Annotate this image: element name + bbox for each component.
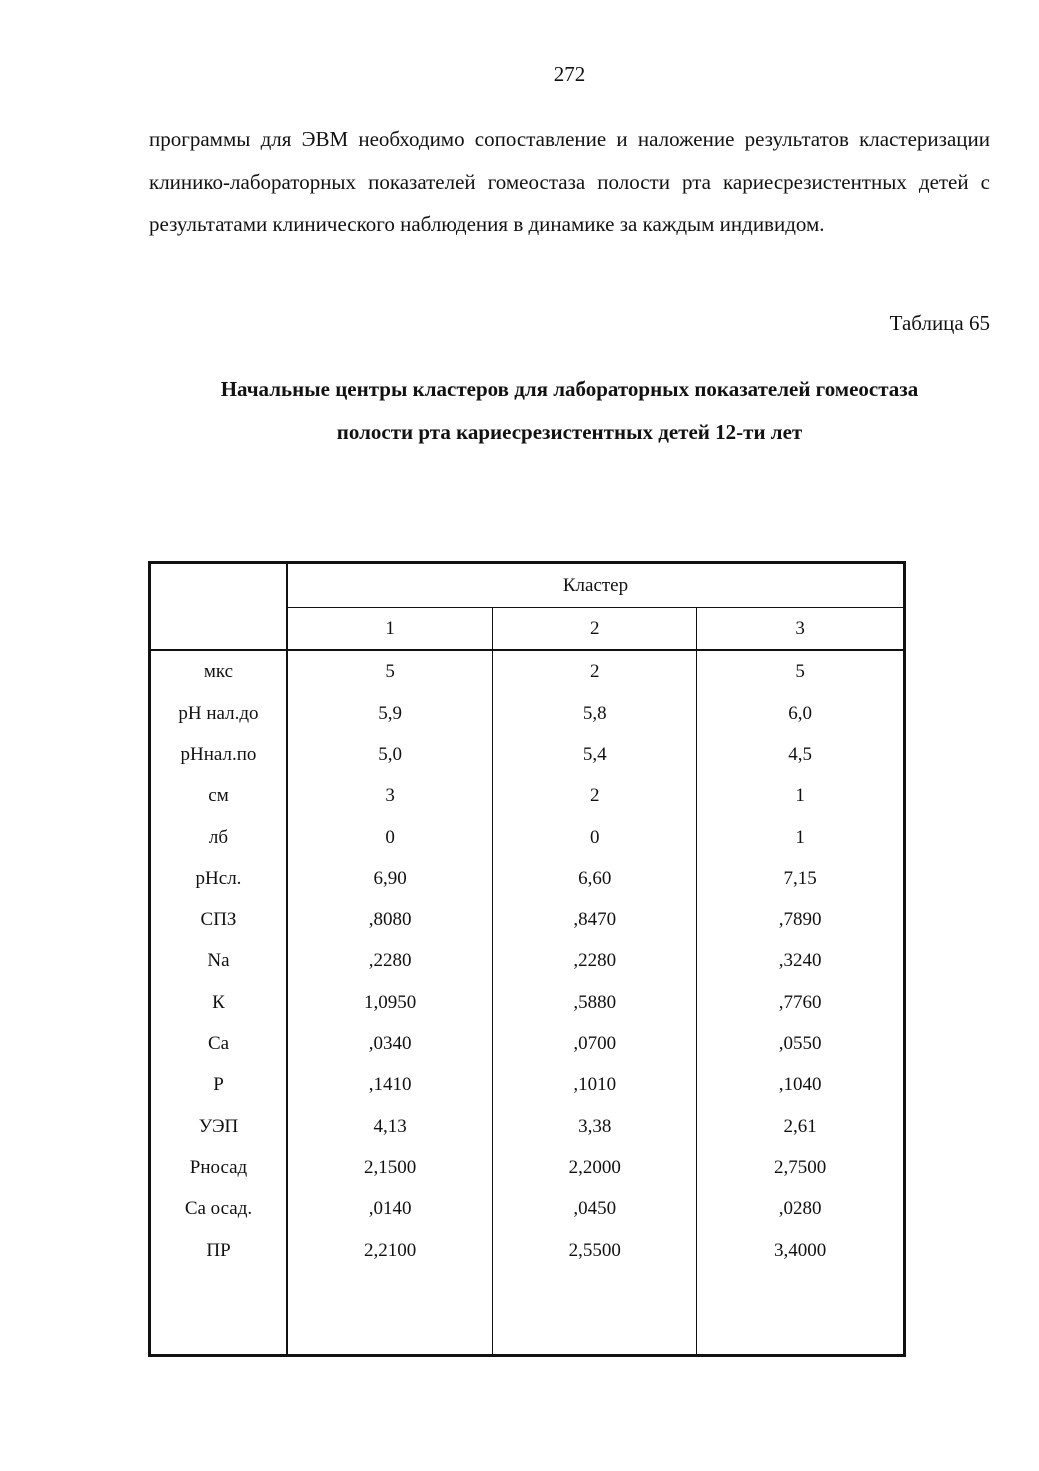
cluster-column-header-2: 2 [493, 608, 697, 651]
row-label: pH нал.до [150, 693, 288, 734]
body-paragraph: программы для ЭВМ необходимо сопоставление и наложение результатов кластеризации клинико-лабораторных показателей гомеостаза полости рта кариесрезистентных детей с результатами клинического наблюдения в динамике за каждым индивидом. [149, 127, 990, 236]
cell-cluster-3: 2,61 [783, 1115, 817, 1137]
table-row [150, 650, 905, 693]
cell-cluster-2: 5,8 [493, 693, 697, 734]
cell-cluster-1: ,8080 [287, 899, 493, 940]
row-label: мкс [150, 650, 288, 693]
cell-cluster-2: ,2280 [493, 941, 697, 982]
cell-cluster-2: 0 [493, 817, 697, 858]
cell-cluster-3: 5 [795, 661, 805, 682]
table-row [150, 1147, 905, 1188]
page-number: 272 [553, 62, 586, 86]
cell-cluster-3: 3,4000 [773, 1239, 827, 1261]
cell-cluster-3: 2,7500 [773, 1156, 827, 1178]
table-row [150, 1065, 905, 1106]
cell-cluster-1: ,2280 [287, 941, 493, 982]
cell-cluster-2: ,8470 [493, 899, 697, 940]
table-body [150, 650, 905, 1356]
cell-cluster-2: ,5880 [493, 982, 697, 1023]
table-title-line-2: полости рта кариесрезистентных детей 12-ти лет [336, 420, 803, 444]
table-row [150, 1023, 905, 1064]
row-label: Ca [150, 1023, 288, 1064]
empty-cell [697, 1271, 905, 1356]
cell-cluster-3: 7,15 [783, 867, 817, 889]
cluster-column-header-3: 3 [697, 608, 905, 651]
cell-cluster-3: 4,5 [788, 743, 812, 765]
cell-cluster-2: 2,5500 [493, 1230, 697, 1271]
cell-cluster-3: ,7890 [778, 909, 822, 931]
cell-cluster-1: ,1410 [287, 1065, 493, 1106]
table-row [150, 693, 905, 734]
cell-cluster-2: ,1010 [493, 1065, 697, 1106]
empty-cell [150, 1271, 288, 1356]
cell-cluster-1: 5,0 [287, 734, 493, 775]
cell-cluster-1: 5 [287, 650, 493, 693]
cell-cluster-1: ,0140 [287, 1189, 493, 1230]
row-label: P [150, 1065, 288, 1106]
table-row [150, 776, 905, 817]
cluster-column-header-1: 1 [287, 608, 493, 651]
empty-cell [287, 1271, 493, 1356]
table-row [150, 1230, 905, 1271]
cell-cluster-2: ,0700 [493, 1023, 697, 1064]
cell-cluster-2: 5,4 [493, 734, 697, 775]
cell-cluster-1: 3 [287, 776, 493, 817]
row-label: pHсл. [150, 858, 288, 899]
table-row [150, 817, 905, 858]
table-row [150, 982, 905, 1023]
row-label: СПЗ [150, 899, 288, 940]
table-corner-cell [150, 563, 288, 651]
table-row [150, 1189, 905, 1230]
cell-cluster-1: 0 [287, 817, 493, 858]
cell-cluster-3: 1 [795, 785, 805, 807]
table-row [150, 858, 905, 899]
cluster-centers-table [148, 561, 906, 1357]
cell-cluster-2: 3,38 [493, 1106, 697, 1147]
table-filler-row [150, 1271, 905, 1356]
table-row [150, 734, 905, 775]
cell-cluster-1: 4,13 [287, 1106, 493, 1147]
table-row [150, 941, 905, 982]
cell-cluster-2: 2,2000 [493, 1147, 697, 1188]
table-row [150, 1106, 905, 1147]
row-label: pHнал.по [150, 734, 288, 775]
cell-cluster-2: 6,60 [493, 858, 697, 899]
cell-cluster-3: ,3240 [778, 950, 822, 972]
row-label: лб [150, 817, 288, 858]
cell-cluster-1: 1,0950 [287, 982, 493, 1023]
cell-cluster-1: 6,90 [287, 858, 493, 899]
cell-cluster-1: 2,1500 [287, 1147, 493, 1188]
row-label: УЭП [150, 1106, 288, 1147]
empty-cell [493, 1271, 697, 1356]
table-title-line-1: Начальные центры кластеров для лабораторных показателей гомеостаза [220, 377, 919, 401]
cell-cluster-3: ,0280 [778, 1198, 822, 1220]
table-title [149, 368, 990, 454]
table-row [150, 899, 905, 940]
cell-cluster-2: 2 [493, 650, 697, 693]
row-label: Рносад [150, 1147, 288, 1188]
cell-cluster-1: 2,2100 [287, 1230, 493, 1271]
table-label: Таблица 65 [889, 311, 990, 335]
cell-cluster-1: ,0340 [287, 1023, 493, 1064]
cell-cluster-1: 5,9 [287, 693, 493, 734]
cell-cluster-3: 6,0 [788, 702, 812, 724]
row-label: ПР [150, 1230, 288, 1271]
row-label: К [150, 982, 288, 1023]
cell-cluster-3: 1 [795, 826, 805, 848]
cell-cluster-3: ,7760 [778, 991, 822, 1013]
cell-cluster-2: ,0450 [493, 1189, 697, 1230]
cell-cluster-2: 2 [493, 776, 697, 817]
row-label: Na [150, 941, 288, 982]
row-label: см [150, 776, 288, 817]
cluster-group-header: Кластер [287, 563, 905, 608]
cell-cluster-3: ,0550 [778, 1033, 822, 1055]
row-label: Ca осад. [150, 1189, 288, 1230]
cell-cluster-3: ,1040 [778, 1074, 822, 1096]
